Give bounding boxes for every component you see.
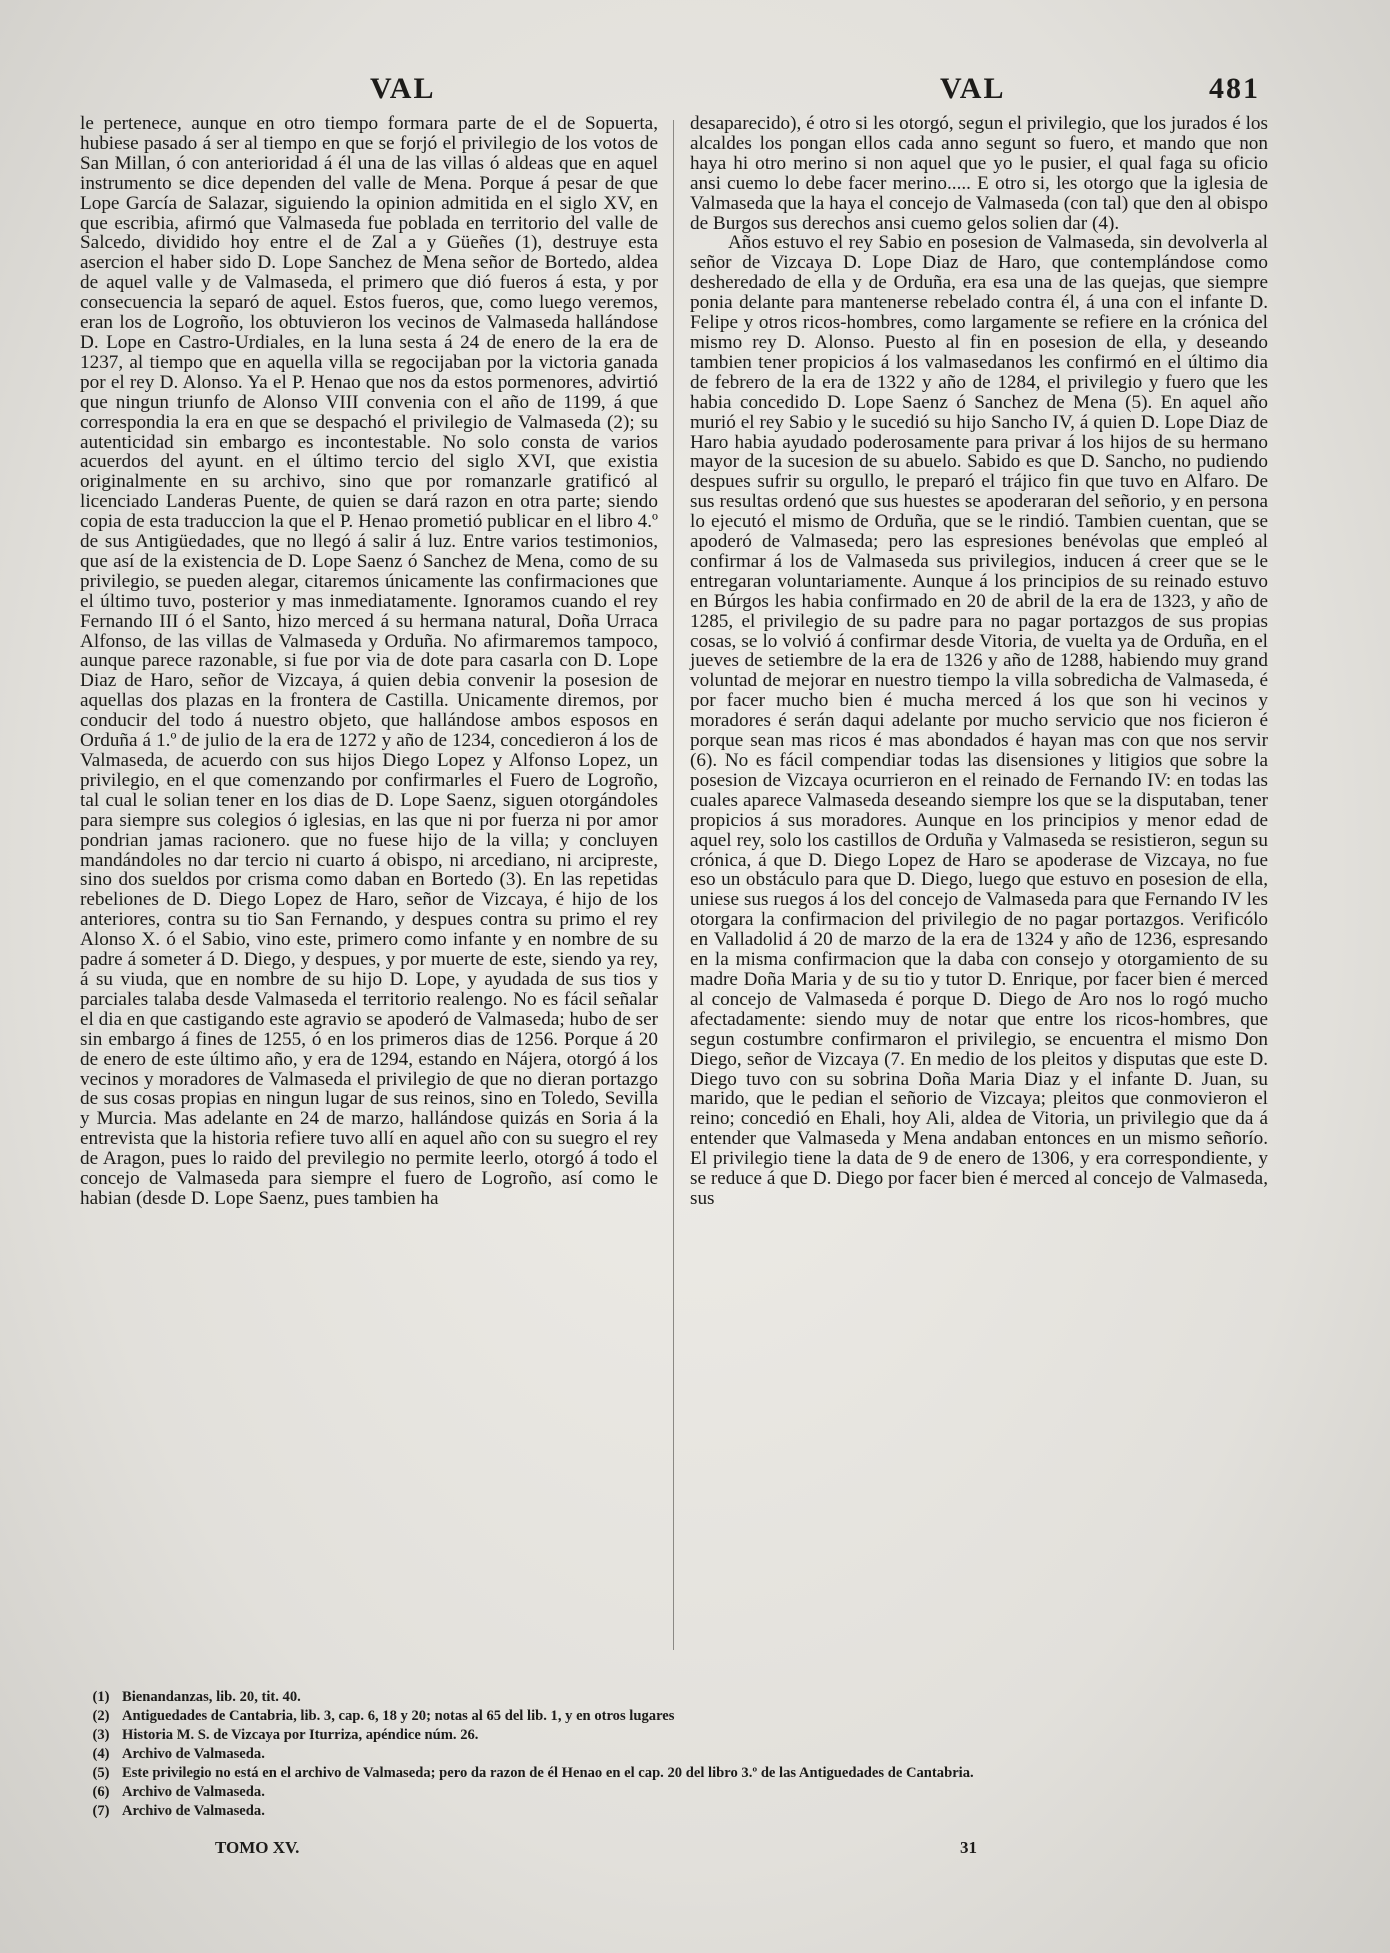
page-number: 481 xyxy=(1209,72,1260,105)
footnote-number: (1) xyxy=(92,1689,110,1705)
footnote xyxy=(80,1783,1260,1802)
left-paragraph: le pertenece, aunque en otro tiempo formara parte de el de Sopuerta, hubiese pasado á ser al tiempo en que se forjó el privilegio de los votos de San Millan, ó con anterioridad á él una de las villas ó aldeas que en aquel instrumento se dice dependen del valle de Mena. Porque á pesar de que Lope García de Salazar, siguiendo la opinion admitida en el siglo XV, en que escribia, afirmó que Valmaseda fue poblada en territorio del valle de Salcedo, dividido hoy entre el de Zal a y Güeñes (1), destruye esta asercion el haber sido D. Lope Sanchez de Mena señor de Bortedo, aldea de aquel valle y de Valmaseda, el primero que dió fueros á esta, y por consecuencia la separó de aquel. Estos fueros, que, como luego veremos, eran los de Logroño, los obtuvieron los vecinos de Valmaseda hallándose D. Lope en Castro-Urdiales, en la luna sesta á 24 de enero de la era de 1237, al tiempo que en aquella villa se regocijaban por la victoria ganada por el rey D. Alonso. Ya el P. Henao que nos da estos pormenores, advirtió que ningun triunfo de Alonso VIII convenia con el año de 1199, á que correspondia la era en que se despachó el privilegio de Valmaseda (2); su autenticidad sin embargo es incontestable. No solo consta de varios acuerdos del ayunt. en el último tercio del siglo XVI, que existia originalmente en su archivo, sino que por romanzarle gratificó al licenciado Landeras Puente, de quien se dará razon en otra parte; siendo copia de esta traduccion la que el P. Henao prometió publicar en el libro 4.º de sus Antigüedades, que no llegó á salir á luz. Entre varios testimonios, que así de la existencia de D. Lope Saenz ó Sanchez de Mena, como de su privilegio, se pueden alegar, citaremos únicamente las confirmaciones que el último tuvo, posterior y mas inmediatamente. Ignoramos cuando el rey Fernando III ó el Santo, hizo merced á su hermana natural, Doña Urraca Alfonso, de las villas de Valmaseda y Orduña. No afirmaremos tampoco, aunque parece razonable, si fue por via de dote para casarla con D. Lope Diaz de Haro, señor de Vizcaya, á quien debia convenir la posesion de aquellas dos plazas en la frontera de Castilla. Unicamente diremos, por conducir del todo á nuestro objeto, que hallándose ambos esposos en Orduña á 1.º de julio de la era de 1272 y año de 1234, concedieron á los de Valmaseda, de acuerdo con sus hijos Diego Lopez y Alfonso Lopez, un privilegio, en el que comenzando por confirmarles el Fuero de Logroño, tal cual le solian tener en los dias de D. Lope Saenz, siguen otorgándoles para siempre sus colegios ó iglesias, en las que ni por fuerza ni por amor pondrian jamas racionero. que no fuese hijo de la villa; y concluyen mandándoles no dar tercio ni cuarto á obispo, ni arcediano, ni arcipreste, sino dos sueldos por crisma como daban en Bortedo (3). En las repetidas rebeliones de D. Diego Lopez de Haro, señor de Vizcaya, é hijo de los anteriores, contra su tio San Fernando, y despues contra su primo el rey Alonso X. ó el Sabio, vino este, primero como infante y en nombre de su padre á someter á D. Diego, y despues, y por muerte de este, siendo ya rey, á su viuda, que en nombre de su hijo D. Lope, y ayudada de sus tios y parciales talaba desde Valmaseda el territorio realengo. No es fácil señalar el dia en que castigando este agravio se apoderó de Valmaseda; hubo de ser sin embargo á fines de 1255, ó en los primeros dias de 1256. Porque á 20 de enero de este último año, y era de 1294, estando en Nájera, otorgó á los vecinos y moradores de Valmaseda el privilegio de que no dieran portazgo de sus cosas propias en ningun lugar de sus reinos, sino en Toledo, Sevilla y Murcia. Mas adelante en 24 de marzo, hallándose quizás en Soria á la entrevista que la historia refiere tuvo allí en aquel año con su suegro el rey de Aragon, pues lo raido del previlegio no permite leerlo, otorgó á todo el concejo de Valmaseda para siempre el fuero de Logroño, así como le habian (desde D. Lope Saenz, pues tambien ha xyxy=(80,113,658,1209)
footnote xyxy=(80,1726,1260,1745)
footnote-number: (3) xyxy=(92,1727,110,1743)
footnote-text: Archivo de Valmaseda. xyxy=(122,1803,265,1819)
footnote xyxy=(80,1745,1260,1764)
footnote xyxy=(80,1764,1260,1783)
running-header xyxy=(80,72,1260,112)
footnote-number: (6) xyxy=(92,1784,110,1800)
right-paragraph: desaparecido), é otro si les otorgó, segun el privilegio, que los jurados é los alcaldes los pongan ellos cada anno segunt so fuero, et mando que non haya hi otro merino si non aquel que yo le pusier, el qual faga su oficio ansi cuemo lo debe facer merino..... E otro si, les otorgo que la iglesia de Valmaseda que la haya el concejo de Valmaseda (con tal) que den al obispo de Burgos sus derechos ansi cuemo gelos solien dar (4). xyxy=(690,113,1268,234)
footnote xyxy=(80,1707,1260,1726)
left-column xyxy=(80,114,658,1209)
header-left-title: VAL xyxy=(370,72,436,105)
column-divider xyxy=(673,120,674,1650)
header-right-title: VAL xyxy=(940,72,1006,105)
footnote-number: (5) xyxy=(92,1765,110,1781)
footnote-number: (4) xyxy=(92,1746,110,1762)
footnote-text: Archivo de Valmaseda. xyxy=(122,1784,265,1800)
footnote-text: Archivo de Valmaseda. xyxy=(122,1746,265,1762)
right-paragraph: Años estuvo el rey Sabio en posesion de Valmaseda, sin devolverla al señor de Vizcaya D. Lope Diaz de Haro, que contemplándose como desheredado de ella y de Orduña, era esa una de las quejas, que siempre ponia delante para mantenerse rebelado contra él, á una con el infante D. Felipe y otros ricos-hombres, como largamente se refiere en la crónica del mismo rey D. Alonso. Puesto al fin en posesion de ella, y deseando tambien tener propicios á los valmasedanos les confirmó en el último dia de febrero de la era de 1322 y año de 1284, el privilegio y fuero que les habia concedido D. Lope Saenz ó Sanchez de Mena (5). En aquel año murió el rey Sabio y le sucedió su hijo Sancho IV, á quien D. Lope Diaz de Haro habia ayudado poderosamente para privar á los hijos de su hermano mayor de la sucesion de su abuelo. Sabido es que D. Sancho, no pudiendo despues sufrir su orgullo, le preparó el trájico fin que tuvo en Alfaro. De sus resultas ordenó que sus huestes se apoderaran del señorio, y en persona lo ejecutó el mismo de Orduña, que se le rindió. Tambien cuentan, que se apoderó de Valmaseda; pero las espresiones benévolas que empleó al confirmar á los de Valmaseda sus privilegios, inducen á creer que se le entregaran voluntariamente. Aunque á los principios de su reinado estuvo en Búrgos les habia confirmado en 20 de abril de la era de 1323, y año de 1285, el privilegio de su padre para no pagar portazgos de sus propias cosas, se lo volvió á confirmar desde Vitoria, de vuelta ya de Orduña, en el jueves de setiembre de la era de 1326 y año de 1288, habiendo muy grand voluntad de mejorar en nuestro tiempo la villa sobredicha de Valmaseda, é por facer mucho bien é mucha merced á los que son hi vecinos y moradores é serán daqui adelante por mucho servicio que nos ficieron é porque sean mas ricos é mas abondados é hayan mas con que nos servir (6). No es fácil compendiar todas las disensiones y litigios que sobre la posesion de Vizcaya ocurrieron en el reinado de Fernando IV: en todas las cuales aparece Valmaseda deseando siempre los que se la disputaban, tener propicios á sus moradores. Aunque en los principios y menor edad de aquel rey, solo los castillos de Orduña y Valmaseda se resistieron, segun su crónica, á que D. Diego Lopez de Haro se apoderase de Vizcaya, no fue eso un obstáculo para que D. Diego, luego que estuvo en posesion de ella, uniese sus ruegos á los del concejo de Valmaseda para que Fernando IV les otorgara la confirmacion del privilegio de no pagar portazgos. Verificólo en Valladolid á 20 de marzo de la era de 1324 y año de 1236, espresando en la misma confirmacion que la daba con consejo y otorgamiento de su madre Doña Maria y de su tio y tutor D. Enrique, por facer bien é merced al concejo de Valmaseda é porque D. Diego de Aro nos lo rogó mucho afectadamente: siendo muy de notar que entre los ricos-hombres, que segun costumbre confirmaron el privilegio, se encuentra el mismo Don Diego, señor de Vizcaya (7. En medio de los pleitos y disputas que este D. Diego tuvo con su sobrina Doña Maria Diaz y el infante D. Juan, su marido, que le pedian el señorio de Vizcaya; pleitos que conmovieron el reino; concedió en Ehali, hoy Ali, aldea de Vitoria, un privilegio que da á entender que Valmaseda y Mena andaban entonces en un mismo señorío. El privilegio tiene la data de 9 de enero de 1306, y era correspondiente, y se reduce á que D. Diego por facer bien é merced al concejo de Valmaseda, sus xyxy=(690,232,1268,1209)
footnote-number: (2) xyxy=(92,1708,110,1724)
footnote-text: Historia M. S. de Vizcaya por Iturriza, apéndice núm. 26. xyxy=(122,1727,479,1743)
footnote xyxy=(80,1802,1260,1821)
footnote xyxy=(80,1688,1260,1707)
footnote-number: (7) xyxy=(92,1803,110,1819)
signature-mark: 31 xyxy=(960,1838,977,1857)
right-column xyxy=(690,114,1268,1209)
footnote-text: Bienandanzas, lib. 20, tit. 40. xyxy=(122,1689,301,1705)
footnote-text: Antiguedades de Cantabria, lib. 3, cap. 6, 18 y 20; notas al 65 del lib. 1, y en otros lugares xyxy=(122,1708,675,1724)
footnote-text: Este privilegio no está en el archivo de Valmaseda; pero da razon de él Henao en el cap. 20 del libro 3.º de las Antiguedades de Cantabria. xyxy=(122,1765,974,1781)
volume-label: TOMO XV. xyxy=(215,1838,300,1857)
page-footer xyxy=(80,1838,1260,1862)
footnotes xyxy=(80,1688,1260,1821)
